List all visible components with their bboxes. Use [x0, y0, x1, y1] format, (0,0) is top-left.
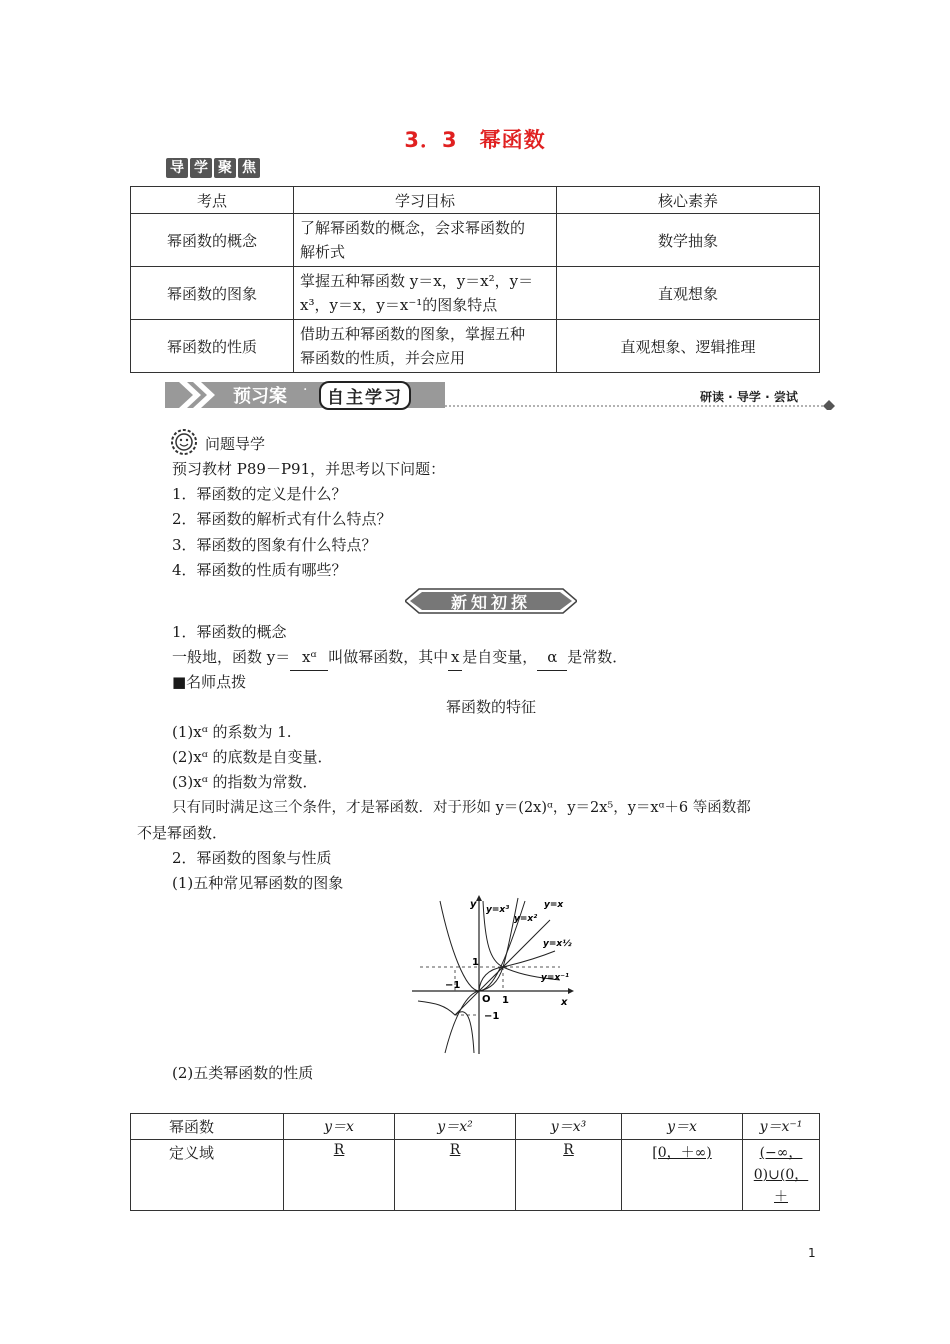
- page-number: 1: [808, 1246, 816, 1260]
- curve-label: y=x⁻¹: [541, 973, 569, 983]
- banner-label: 预习案: [233, 386, 287, 407]
- one-x-label: 1: [502, 995, 509, 1006]
- blank-answer: xᵅ: [290, 645, 328, 671]
- props-header: y＝x³: [516, 1114, 622, 1140]
- curve-label: y=x½: [543, 939, 572, 949]
- x-axis-label: x: [561, 997, 568, 1008]
- banner-dot: ·: [303, 382, 308, 398]
- guide-tag-char: 聚: [214, 158, 236, 178]
- header-literacy: 核心素养: [557, 187, 820, 214]
- guide-tag: [166, 158, 260, 178]
- topic-cell: 幂函数的概念: [131, 214, 294, 267]
- blank-answer: x: [448, 645, 462, 671]
- domain-cell: (−∞，0)∪(0，＋: [743, 1140, 820, 1211]
- props-header: y＝x: [622, 1114, 743, 1140]
- question-guide-heading: 问题导学: [205, 435, 266, 453]
- note-line: 不是幂函数．: [137, 824, 228, 842]
- topic-cell: 幂函数的性质: [131, 320, 294, 373]
- curve-label: y=x: [544, 900, 564, 910]
- curve-square: [440, 901, 525, 991]
- question-item: 1．幂函数的定义是什么？: [172, 485, 347, 503]
- curve-sqrt: [479, 951, 555, 991]
- question-item: 2．幂函数的解析式有什么特点？: [172, 510, 392, 528]
- literacy-cell: 数学抽象: [557, 214, 820, 267]
- note-line: 只有同时满足这三个条件，才是幂函数．对于形如 y＝(2x)ᵅ，y＝2x⁵，y＝xᵅ＋6 等函数都: [172, 800, 751, 816]
- tip-item: (1)xᵅ 的系数为 1.: [172, 723, 292, 741]
- header-topic: 考点: [131, 187, 294, 214]
- goal-cell: 掌握五种幂函数 y＝x，y＝x²，y＝ x³，y＝x，y＝x⁻¹的图象特点: [294, 267, 557, 320]
- guide-tag-char: 焦: [238, 158, 260, 178]
- header-goal: 学习目标: [294, 187, 557, 214]
- power-function-graph: [410, 893, 575, 1056]
- one-y-label: 1: [472, 957, 479, 968]
- properties-table: [130, 1113, 820, 1211]
- neg-one-x-label: −1: [445, 980, 461, 991]
- section1-heading: 1．幂函数的概念: [172, 623, 287, 641]
- power-definition: 一般地，函数 y＝ xᵅ 叫做幂函数，其中 x 是自变量， α 是常数．: [172, 645, 627, 671]
- banner-sub: 自主学习: [319, 381, 411, 410]
- curve-label: y=x²: [514, 914, 538, 924]
- goal-cell: 借助五种幂函数的图象，掌握五种 幂函数的性质，并会应用: [294, 320, 557, 373]
- props-header: y＝x⁻¹: [743, 1114, 820, 1140]
- preview-banner: [165, 378, 840, 410]
- tip-item: (2)xᵅ 的底数是自变量．: [172, 748, 333, 766]
- curve-label: y=x³: [486, 905, 510, 915]
- neg-one-y-label: −1: [484, 1011, 500, 1022]
- y-axis-label: y: [470, 899, 477, 910]
- section2-sub2: (2)五类幂函数的性质: [172, 1064, 314, 1082]
- guide-tag-char: 导: [166, 158, 188, 178]
- topic-cell: 幂函数的图象: [131, 267, 294, 320]
- literacy-cell: 直观想象、逻辑推理: [557, 320, 820, 373]
- question-guide-intro: 预习教材 P89－P91，并思考以下问题：: [172, 460, 446, 478]
- origin-label: O: [482, 994, 491, 1005]
- curve-cubic: [445, 898, 518, 1053]
- section2-sub1: (1)五种常见幂函数的图象: [172, 874, 344, 892]
- props-row-label: 定义域: [131, 1140, 284, 1211]
- literacy-cell: 直观想象: [557, 267, 820, 320]
- banner-right: 研读 · 导学 · 尝试: [700, 390, 798, 404]
- section2-heading: 2．幂函数的图象与性质: [172, 849, 332, 867]
- props-header: y＝x: [284, 1114, 395, 1140]
- new-knowledge-label: 新知初探: [450, 593, 531, 612]
- tip-heading: ■名师点拨: [172, 673, 247, 691]
- question-item: 3．幂函数的图象有什么特点？: [172, 536, 377, 554]
- smile-icon: [170, 428, 198, 460]
- domain-cell: [0，＋∞): [622, 1140, 743, 1211]
- domain-cell: R: [395, 1140, 516, 1211]
- goal-cell: 了解幂函数的概念，会求幂函数的 解析式: [294, 214, 557, 267]
- guide-tag-char: 学: [190, 158, 212, 178]
- props-header: y＝x²: [395, 1114, 516, 1140]
- page-title: 3．3 幂函数: [404, 128, 546, 152]
- new-knowledge-badge: [405, 587, 577, 615]
- domain-cell: R: [516, 1140, 622, 1211]
- domain-cell: R: [284, 1140, 395, 1211]
- tip-title: 幂函数的特征: [445, 698, 536, 716]
- props-header: 幂函数: [131, 1114, 284, 1140]
- blank-answer: α: [537, 645, 567, 671]
- tip-item: (3)xᵅ 的指数为常数．: [172, 773, 318, 791]
- curve-reciprocal-neg: [418, 1001, 474, 1053]
- objectives-table: [130, 186, 820, 373]
- question-item: 4．幂函数的性质有哪些？: [172, 561, 347, 579]
